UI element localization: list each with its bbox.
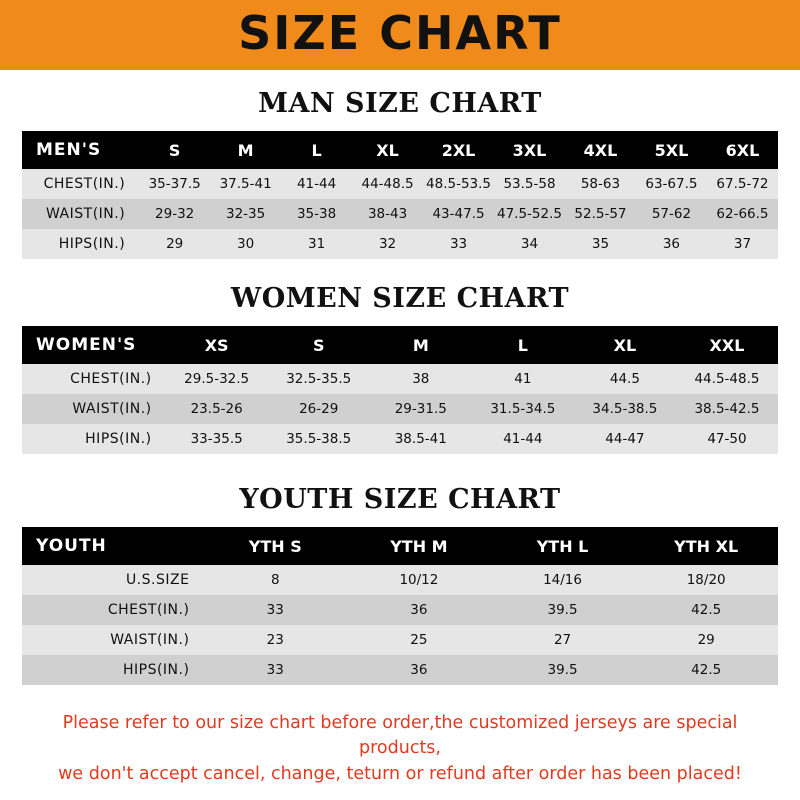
table-row [22,655,778,685]
men-cell: 31 [308,236,326,252]
women-cell: 38 [412,371,430,387]
table-row [22,394,778,424]
men-cell: 29 [166,236,184,252]
women-cell: 31.5-34.5 [490,401,556,417]
men-column-header: 2XL [441,140,476,160]
men-cell: 33 [449,236,468,252]
youth-section-title: YOUTH SIZE CHART [239,484,561,515]
men-cell: 30 [237,236,255,252]
women-column-header: XXL [709,335,745,355]
men-cell: 35-38 [296,206,337,222]
youth-cell: 39.5 [547,602,578,618]
youth-cell: 42.5 [691,662,722,678]
men-size-table [22,131,778,259]
men-row-label: WAIST(IN.) [45,206,126,222]
men-row-label: HIPS(IN.) [58,236,126,252]
youth-cell: 10/12 [399,572,439,588]
men-column-header: 6XL [725,140,760,160]
youth-cell: 39.5 [547,662,578,678]
footer-note-line-1: Please refer to our size chart before order,the customized jerseys are special products, [62,713,738,759]
women-column-header: S [312,335,325,355]
men-cell: 38-43 [367,206,408,222]
table-row [22,229,778,259]
men-cell: 53.5-58 [503,176,556,192]
youth-row-label: U.S.SIZE [125,572,190,588]
table-row [22,169,778,199]
women-table-body [22,364,778,454]
men-table-body [22,169,778,259]
women-cell: 29-31.5 [394,401,447,417]
women-section-title: WOMEN SIZE CHART [230,283,570,314]
table-row [22,199,778,229]
youth-cell: 29 [697,632,715,648]
youth-table-body [22,565,778,685]
men-header-row [22,131,778,169]
women-header-row [22,326,778,364]
men-cell: 36 [662,236,681,252]
men-column-header: S [168,140,181,160]
men-cell: 47.5-52.5 [497,206,562,222]
women-column-header: XL [613,335,637,355]
women-table-header [22,326,778,364]
table-row [22,364,778,394]
men-cell: 35-37.5 [148,176,201,192]
youth-column-header: YTH M [390,536,448,556]
youth-cell: 36 [410,602,428,618]
youth-cell: 33 [266,662,284,678]
men-column-header: XL [376,140,399,160]
header-band [0,0,800,70]
youth-size-table [22,527,778,685]
page-title: SIZE CHART [238,6,562,60]
youth-cell: 25 [410,632,428,648]
men-cell: 29-32 [155,206,195,222]
youth-cell: 42.5 [691,602,722,618]
men-cell: 41-44 [296,176,337,192]
men-cell: 63-67.5 [645,176,698,192]
women-cell: 26-29 [299,401,339,417]
table-row [22,565,778,595]
men-cell: 62-66.5 [716,206,769,222]
women-cell: 23.5-26 [190,401,243,417]
women-cell: 41-44 [503,431,543,447]
men-column-header: 5XL [654,140,689,160]
table-row [22,424,778,454]
men-column-header: 4XL [583,140,618,160]
youth-row-label: HIPS(IN.) [122,662,190,678]
women-cell: 33-35.5 [190,431,243,447]
youth-table-header [22,527,778,565]
women-cell: 44.5-48.5 [694,371,760,387]
men-cell: 37 [733,236,752,252]
men-cell: 48.5-53.5 [426,176,492,192]
men-column-header: L [311,140,322,160]
content-area [0,88,800,787]
women-cell: 38.5-41 [394,431,447,447]
youth-row-label: CHEST(IN.) [107,602,190,618]
men-cell: 32-35 [226,206,266,222]
men-corner-header: MEN'S [36,140,102,160]
table-row [22,625,778,655]
youth-cell: 27 [553,632,572,648]
youth-cell: 36 [410,662,428,678]
women-cell: 38.5-42.5 [694,401,760,417]
women-cell: 44.5 [609,371,640,387]
table-row [22,595,778,625]
women-column-header: XS [204,335,229,355]
women-cell: 29.5-32.5 [184,371,250,387]
men-cell: 67.5-72 [716,176,769,192]
men-row-label: CHEST(IN.) [43,176,126,192]
men-cell: 43-47.5 [432,206,485,222]
men-cell: 35 [591,236,610,252]
footer-note-line-2: we don't accept cancel, change, teturn or refund after order has been placed! [58,763,742,784]
men-column-header: M [237,140,254,160]
youth-cell: 18/20 [686,572,726,588]
women-row-label: CHEST(IN.) [70,371,152,387]
men-cell: 37.5-41 [219,176,272,192]
women-corner-header: WOMEN'S [36,335,137,355]
men-cell: 58-63 [580,176,621,192]
men-cell: 57-62 [651,206,692,222]
women-column-header: M [412,335,429,355]
men-section-title: MAN SIZE CHART [258,88,542,119]
youth-column-header: YTH S [248,536,302,556]
men-cell: 44-48.5 [361,176,414,192]
youth-column-header: YTH XL [674,536,739,556]
women-cell: 44-47 [605,431,645,447]
youth-cell: 8 [270,572,280,588]
women-cell: 35.5-38.5 [286,431,352,447]
women-row-label: WAIST(IN.) [72,401,152,417]
women-cell: 34.5-38.5 [592,401,658,417]
men-cell: 52.5-57 [574,206,627,222]
men-column-header: 3XL [512,140,547,160]
women-cell: 41 [514,371,532,387]
youth-header-row [22,527,778,565]
youth-cell: 33 [266,602,284,618]
men-cell: 34 [520,236,539,252]
men-cell: 32 [378,236,397,252]
men-table-header [22,131,778,169]
women-size-table [22,326,778,454]
women-cell: 47-50 [707,431,747,447]
youth-corner-header: YOUTH [36,536,107,556]
women-row-label: HIPS(IN.) [85,431,152,447]
women-column-header: L [517,335,528,355]
youth-column-header: YTH L [536,536,589,556]
youth-row-label: WAIST(IN.) [110,632,190,648]
youth-cell: 23 [266,632,284,648]
women-cell: 32.5-35.5 [286,371,352,387]
footer-note [22,711,778,787]
youth-cell: 14/16 [543,572,582,588]
